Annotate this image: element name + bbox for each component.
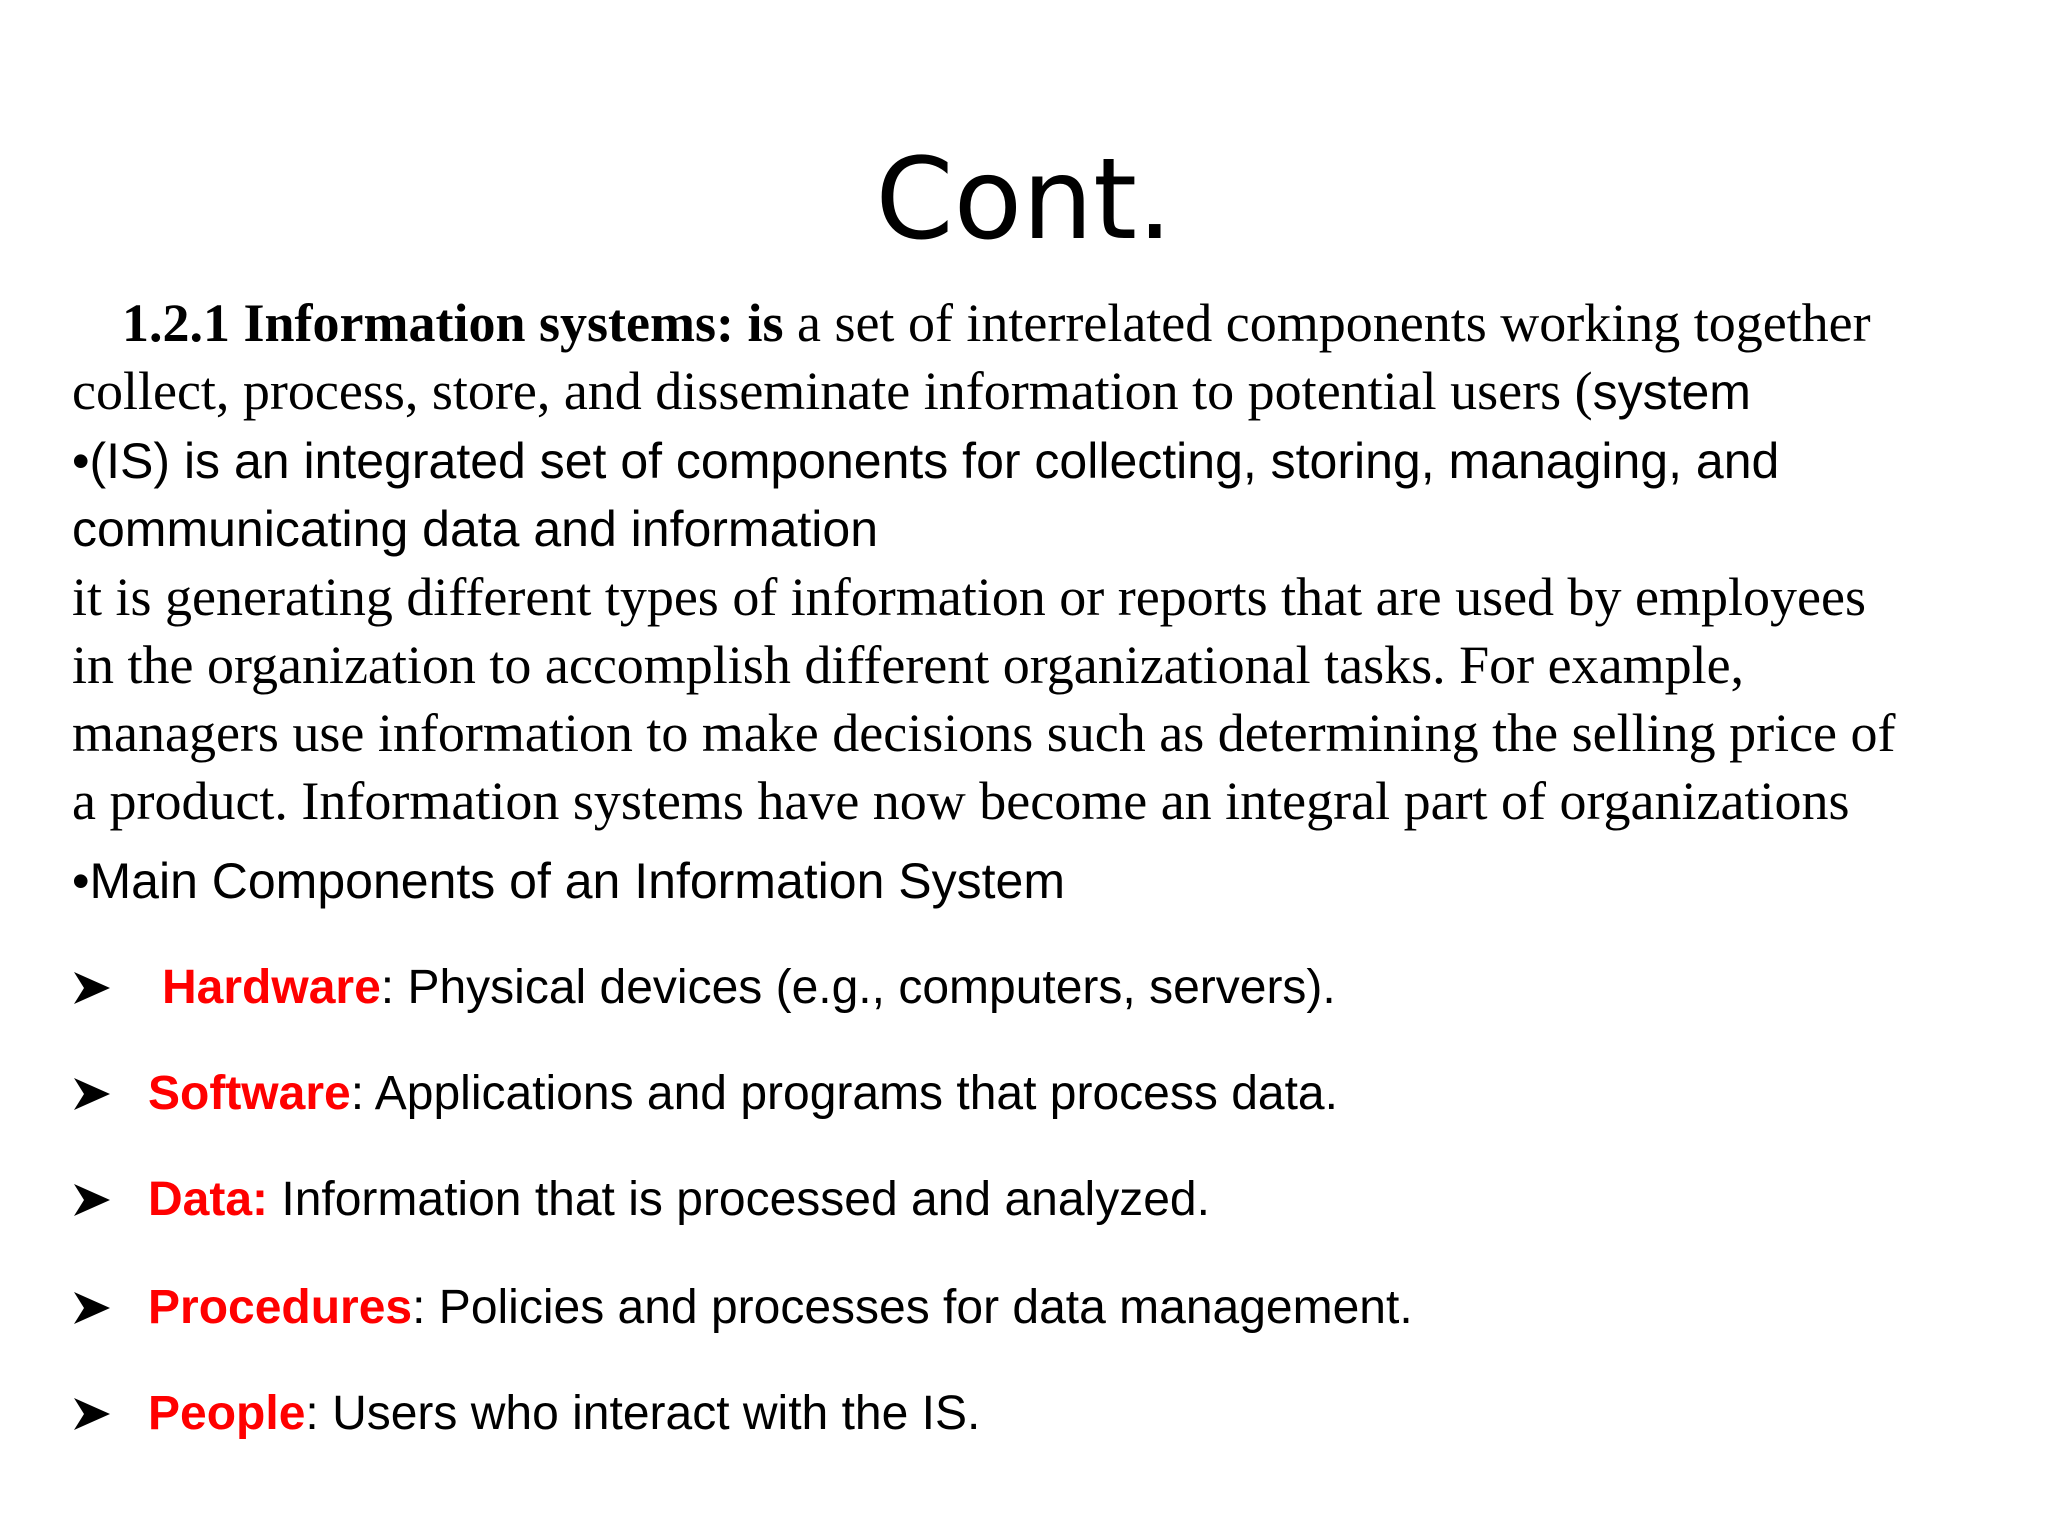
intro-line-2-text: collect, process, store, and disseminate information to potential users ( xyxy=(72,361,1593,421)
arrowhead-bullet-icon xyxy=(72,1180,112,1220)
list-item-text xyxy=(148,1278,1413,1338)
arrowhead-bullet-icon xyxy=(72,1288,112,1328)
component-desc: : Applications and programs that process data. xyxy=(350,1067,1338,1120)
intro-line-3: •(IS) is an integrated set of components for collecting, storing, managing, and xyxy=(72,433,1780,489)
component-term: Hardware xyxy=(162,961,381,1014)
list-item-text xyxy=(148,1064,1338,1124)
intro-line-2-system: system xyxy=(1592,364,1751,420)
component-term: Procedures xyxy=(148,1281,413,1334)
component-term: Data: xyxy=(148,1173,269,1226)
list-item-text xyxy=(148,1384,980,1444)
intro-heading: 1.2.1 Information systems: is xyxy=(122,293,784,353)
intro-line-7: managers use information to make decisions such as determining the selling price of xyxy=(72,703,1896,763)
intro-line-8: a product. Information systems have now become an integral part of organizations xyxy=(72,771,1850,831)
intro-line-5: it is generating different types of information or reports that are used by employees xyxy=(72,567,1866,627)
list-item-text xyxy=(162,958,1336,1018)
component-desc: Information that is processed and analyzed. xyxy=(268,1173,1210,1226)
arrowhead-bullet-icon xyxy=(72,968,112,1008)
component-term: Software xyxy=(148,1067,351,1120)
component-desc: : Users who interact with the IS. xyxy=(305,1387,981,1440)
intro-line-2 xyxy=(72,360,1751,422)
component-desc: : Policies and processes for data management. xyxy=(412,1281,1413,1334)
components-heading: •Main Components of an Information System xyxy=(72,853,1065,909)
slide-title: Cont. xyxy=(875,135,1173,265)
arrowhead-bullet-icon xyxy=(72,1074,112,1114)
component-desc: : Physical devices (e.g., computers, servers). xyxy=(380,961,1336,1014)
intro-line-4: communicating data and information xyxy=(72,501,879,557)
intro-line-1 xyxy=(122,292,1871,354)
list-item-text xyxy=(148,1170,1210,1230)
arrowhead-bullet-icon xyxy=(72,1394,112,1434)
component-term: People xyxy=(148,1387,306,1440)
intro-line-6: in the organization to accomplish different organizational tasks. For example, xyxy=(72,635,1745,695)
intro-line-1-text: a set of interrelated components working together xyxy=(783,293,1871,353)
